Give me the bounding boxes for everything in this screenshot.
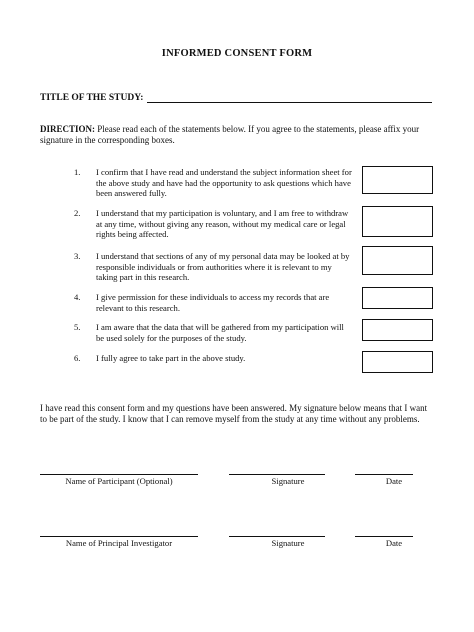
direction-label: DIRECTION: (40, 124, 96, 134)
signature-box-4[interactable] (362, 287, 433, 309)
direction-paragraph (40, 124, 440, 146)
investigator-signature-label: Signature (271, 538, 305, 548)
study-title-label: TITLE OF THE STUDY: (40, 93, 144, 103)
participant-name-label: Name of Participant (Optional) (65, 476, 173, 486)
statement-item (74, 208, 354, 240)
investigator-name-line[interactable] (40, 536, 198, 537)
statement-number: 5. (74, 322, 81, 332)
participant-date-label: Date (385, 476, 403, 486)
closing-statement: I have read this consent form and my questions have been answered. My signature below means that I want to be part of the study. I know that I can remove myself from the study at any time without any problems. (40, 403, 428, 424)
statement-text: I give permission for these individuals to access my records that are relevant to this research. (96, 292, 330, 313)
participant-signature-line[interactable] (229, 474, 325, 475)
statement-item (74, 353, 354, 364)
statement-text: I fully agree to take part in the above study. (96, 353, 246, 363)
statement-item (74, 251, 354, 283)
statement-number: 6. (74, 353, 81, 363)
form-title: INFORMED CONSENT FORM (161, 48, 313, 59)
signature-box-2[interactable] (362, 206, 433, 237)
investigator-date-line[interactable] (355, 536, 413, 537)
study-title-field[interactable] (147, 92, 432, 103)
investigator-signature-line[interactable] (229, 536, 325, 537)
statement-text: I understand that sections of any of my personal data may be looked at by responsible individuals or from authorities where it is relevant to my taking part in this research. (96, 251, 350, 282)
participant-date-line[interactable] (355, 474, 413, 475)
statement-text: I confirm that I have read and understand the subject information sheet for the above study and have had the opportunity to ask questions which have been answered fully. (96, 167, 352, 198)
statement-number: 1. (74, 167, 81, 177)
investigator-date-label: Date (385, 538, 403, 548)
signature-box-3[interactable] (362, 246, 433, 275)
statement-number: 2. (74, 208, 81, 218)
statement-item (74, 292, 354, 313)
statement-text: I am aware that the data that will be gathered from my participation will be used solely for the purposes of the study. (96, 322, 344, 343)
signature-box-6[interactable] (362, 351, 433, 373)
statement-number: 4. (74, 292, 81, 302)
signature-box-1[interactable] (362, 166, 433, 194)
direction-text: Please read each of the statements below. If you agree to the statements, please affix your signature in the corresponding boxes. (40, 124, 420, 145)
participant-signature-label: Signature (271, 476, 305, 486)
statement-number: 3. (74, 251, 81, 261)
investigator-name-label: Name of Principal Investigator (65, 538, 173, 548)
participant-name-line[interactable] (40, 474, 198, 475)
signature-box-5[interactable] (362, 319, 433, 341)
statement-text: I understand that my participation is voluntary, and I am free to withdraw at any time, without giving any reason, without my medical care or legal rights being affected. (96, 208, 349, 239)
statement-item (74, 322, 354, 343)
statement-item (74, 167, 354, 199)
study-title-row (40, 92, 432, 103)
